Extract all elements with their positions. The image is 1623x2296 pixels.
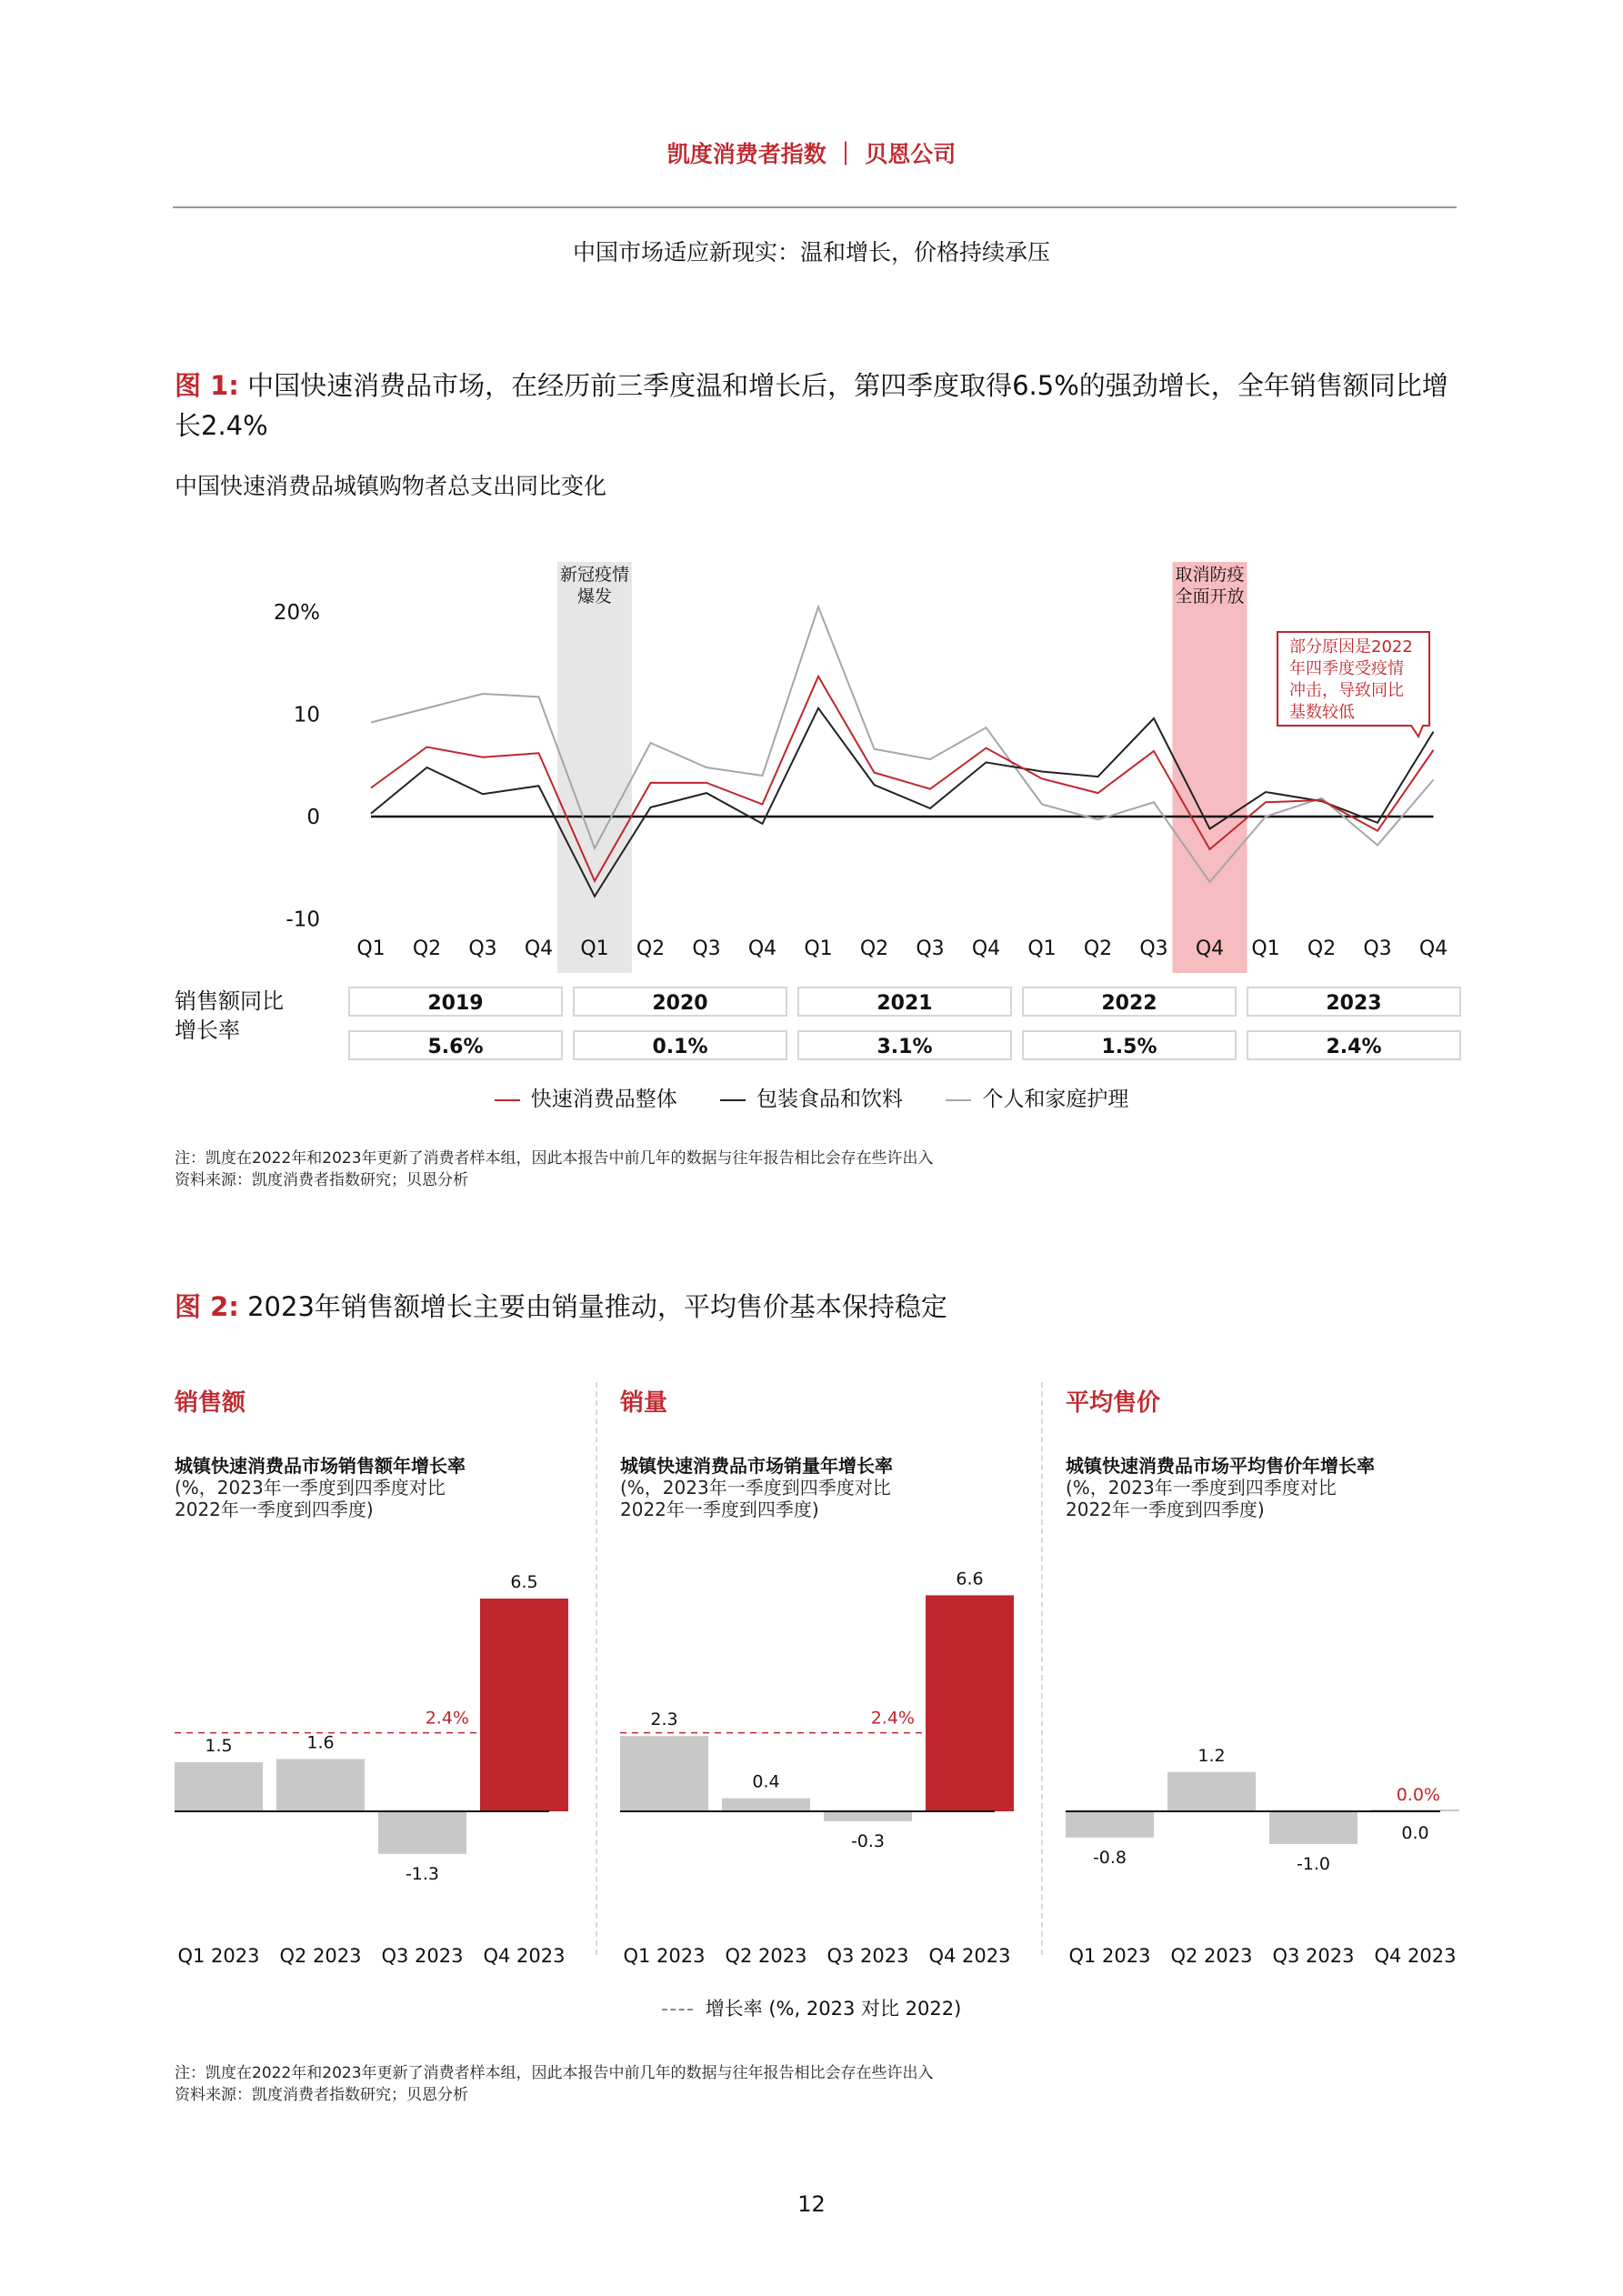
bar-category-label: Q2 2023	[725, 1945, 807, 1967]
figure1-note: 注：凯度在2022年和2023年更新了消费者样本组，因此本报告中前几年的数据与往年报告相比会存在些许出入	[175, 1149, 934, 1168]
x-tick-label: Q3	[692, 937, 721, 960]
x-tick-label: Q4	[747, 937, 777, 960]
x-tick-label: Q1	[1251, 937, 1280, 960]
reopen-label-line2: 全面开放	[1175, 587, 1245, 607]
x-tick-label: Q3	[468, 937, 497, 960]
bar-value-label: 1.2	[1197, 1745, 1226, 1766]
covid-label-line2: 爆发	[576, 587, 613, 607]
legend-item-total: 快速消费品整体	[495, 1088, 677, 1111]
y-tick-label: 20%	[273, 601, 320, 625]
figure2-label: 图 2:	[175, 1291, 239, 1322]
bar-category-label: Q1 2023	[1068, 1945, 1151, 1967]
bar-value-label: -1.0	[1296, 1854, 1331, 1874]
reopen-label-line1: 取消防疫	[1175, 565, 1245, 585]
figure1-title-text: 中国快速消费品市场，在经历前三季度温和增长后，第四季度取得6.5%的强劲增长，全年销售额同比增长2.4%	[175, 370, 1448, 441]
report-header: 凯度消费者指数 ｜ 贝恩公司	[666, 141, 957, 167]
year-box: 2020	[573, 987, 787, 1017]
x-tick-label: Q1	[580, 937, 609, 960]
bar	[824, 1811, 912, 1821]
bar-value-label: 0.4	[752, 1771, 780, 1792]
bar	[1066, 1811, 1154, 1838]
bar-value-label: 6.6	[956, 1569, 984, 1589]
year-box: 2022	[1022, 987, 1237, 1017]
callout-line: 年四季度受疫情	[1289, 659, 1404, 678]
bar	[926, 1595, 1014, 1811]
figure1-subtitle: 中国快速消费品城镇购物者总支出同比变化	[175, 473, 607, 499]
panel-sub-sales: 城镇快速消费品市场销售额年增长率 (%，2023年一季度到四季度对比 2022年一季度到四季度)	[175, 1455, 466, 1520]
bar	[378, 1811, 466, 1854]
callout-line: 基数较低	[1289, 703, 1355, 722]
x-tick-label: Q4	[971, 937, 1001, 960]
bar-panel-1	[620, 1569, 1014, 1967]
year-box: 2019	[348, 987, 563, 1017]
bar-category-label: Q1 2023	[177, 1945, 260, 1967]
year-growth-box: 5.6%	[348, 1030, 563, 1060]
x-tick-label: Q4	[1195, 937, 1225, 960]
figure2-source: 资料来源：凯度消费者指数研究；贝恩分析	[175, 2086, 468, 2104]
figure2-note: 注：凯度在2022年和2023年更新了消费者样本组，因此本报告中前几年的数据与往年报告相比会存在些许出入	[175, 2064, 934, 2082]
bar-value-label: -0.8	[1092, 1847, 1127, 1868]
y-tick-label: -10	[286, 907, 320, 932]
panel-head-volume: 销量	[620, 1389, 668, 1417]
bar-value-label: 6.5	[510, 1572, 538, 1592]
bar	[276, 1759, 365, 1811]
x-tick-label: Q1	[356, 937, 386, 960]
covid-band	[557, 562, 632, 973]
bar	[175, 1762, 263, 1811]
year-box: 2021	[797, 987, 1012, 1017]
series-line-0	[371, 677, 1434, 881]
legend-item-care: 个人和家庭护理	[946, 1088, 1128, 1111]
bar	[620, 1736, 708, 1811]
figure1-title	[175, 366, 1466, 446]
callout-line: 部分原因是2022	[1289, 637, 1413, 657]
figure2-legend-text: 增长率 (%, 2023 对比 2022)	[705, 1998, 962, 2020]
bar-category-label: Q4 2023	[928, 1945, 1011, 1967]
x-tick-label: Q3	[1363, 937, 1392, 960]
figure2-legend	[0, 1994, 1623, 2021]
panel-sub-volume: 城镇快速消费品市场销量年增长率 (%，2023年一季度到四季度对比 2022年一季度到四季度)	[620, 1455, 893, 1520]
report-subtitle: 中国市场适应新现实：温和增长，价格持续承压	[572, 239, 1050, 266]
x-tick-label: Q3	[1139, 937, 1168, 960]
bar-category-label: Q4 2023	[483, 1945, 566, 1967]
bar	[1167, 1772, 1256, 1811]
bar-value-label: 2.3	[650, 1709, 678, 1730]
bar	[1269, 1811, 1358, 1844]
figure1-legend	[0, 1082, 1623, 1112]
bar-value-label: 1.6	[306, 1732, 335, 1753]
x-tick-label: Q3	[916, 937, 945, 960]
x-tick-label: Q2	[636, 937, 666, 960]
callout-box	[1277, 632, 1429, 737]
sales-growth-row-label	[175, 987, 293, 1045]
bar	[480, 1599, 568, 1811]
bar-category-label: Q3 2023	[827, 1945, 909, 1967]
reference-label: 2.4%	[870, 1708, 915, 1729]
year-growth-box: 1.5%	[1022, 1030, 1237, 1060]
y-tick-label: 10	[293, 703, 320, 727]
panel-head-sales: 销售额	[175, 1389, 246, 1417]
bar-value-label: 1.5	[205, 1736, 233, 1756]
x-tick-label: Q1	[1027, 937, 1057, 960]
bar-category-label: Q2 2023	[279, 1945, 362, 1967]
panel-sub-price: 城镇快速消费品市场平均售价年增长率 (%，2023年一季度到四季度对比 2022年一季度到四季度)	[1066, 1455, 1375, 1520]
covid-label-line1: 新冠疫情	[559, 565, 630, 585]
bar-panel-0	[175, 1572, 568, 1967]
bar-panel-2	[1066, 1746, 1459, 1967]
x-tick-label: Q4	[1418, 937, 1448, 960]
page-number: 12	[797, 2191, 826, 2217]
reference-label: 0.0%	[1396, 1785, 1440, 1805]
x-tick-label: Q2	[859, 937, 889, 960]
reference-label: 2.4%	[425, 1708, 469, 1729]
bar	[722, 1799, 810, 1811]
bar-value-label: -0.3	[850, 1830, 886, 1851]
figure2-title	[175, 1287, 947, 1324]
x-tick-label: Q2	[1083, 937, 1113, 960]
callout-line: 冲击，导致同比	[1289, 681, 1404, 700]
legend-item-food: 包装食品和饮料	[720, 1088, 903, 1111]
panel-head-price: 平均售价	[1066, 1389, 1161, 1417]
x-tick-label: Q4	[524, 937, 554, 960]
figure2-title-text: 2023年销售额增长主要由销量推动，平均售价基本保持稳定	[247, 1291, 947, 1322]
bar-category-label: Q3 2023	[381, 1945, 464, 1967]
bar-category-label: Q2 2023	[1170, 1945, 1253, 1967]
bar-category-label: Q1 2023	[623, 1945, 706, 1967]
bar-value-label: -1.3	[405, 1863, 440, 1884]
year-growth-box: 3.1%	[797, 1030, 1012, 1060]
series-line-2	[371, 607, 1434, 882]
bar-charts	[0, 1528, 1623, 1973]
year-box: 2023	[1247, 987, 1461, 1017]
line-chart	[0, 509, 1623, 1000]
row-label-text: 销售额同比增长率	[175, 988, 284, 1043]
x-tick-label: Q2	[1307, 937, 1337, 960]
y-tick-label: 0	[306, 806, 320, 829]
x-tick-label: Q2	[412, 937, 442, 960]
figure1-label: 图 1:	[175, 370, 239, 401]
year-growth-box: 2.4%	[1247, 1030, 1461, 1060]
x-tick-label: Q1	[804, 937, 833, 960]
figure1-source: 资料来源：凯度消费者指数研究；贝恩分析	[175, 1171, 468, 1189]
header-divider	[173, 206, 1457, 208]
bar-value-label: 0.0	[1401, 1823, 1429, 1843]
reopen-band	[1173, 562, 1247, 973]
bar-category-label: Q4 2023	[1374, 1945, 1457, 1967]
bar-category-label: Q3 2023	[1272, 1945, 1355, 1967]
year-growth-box: 0.1%	[573, 1030, 787, 1060]
